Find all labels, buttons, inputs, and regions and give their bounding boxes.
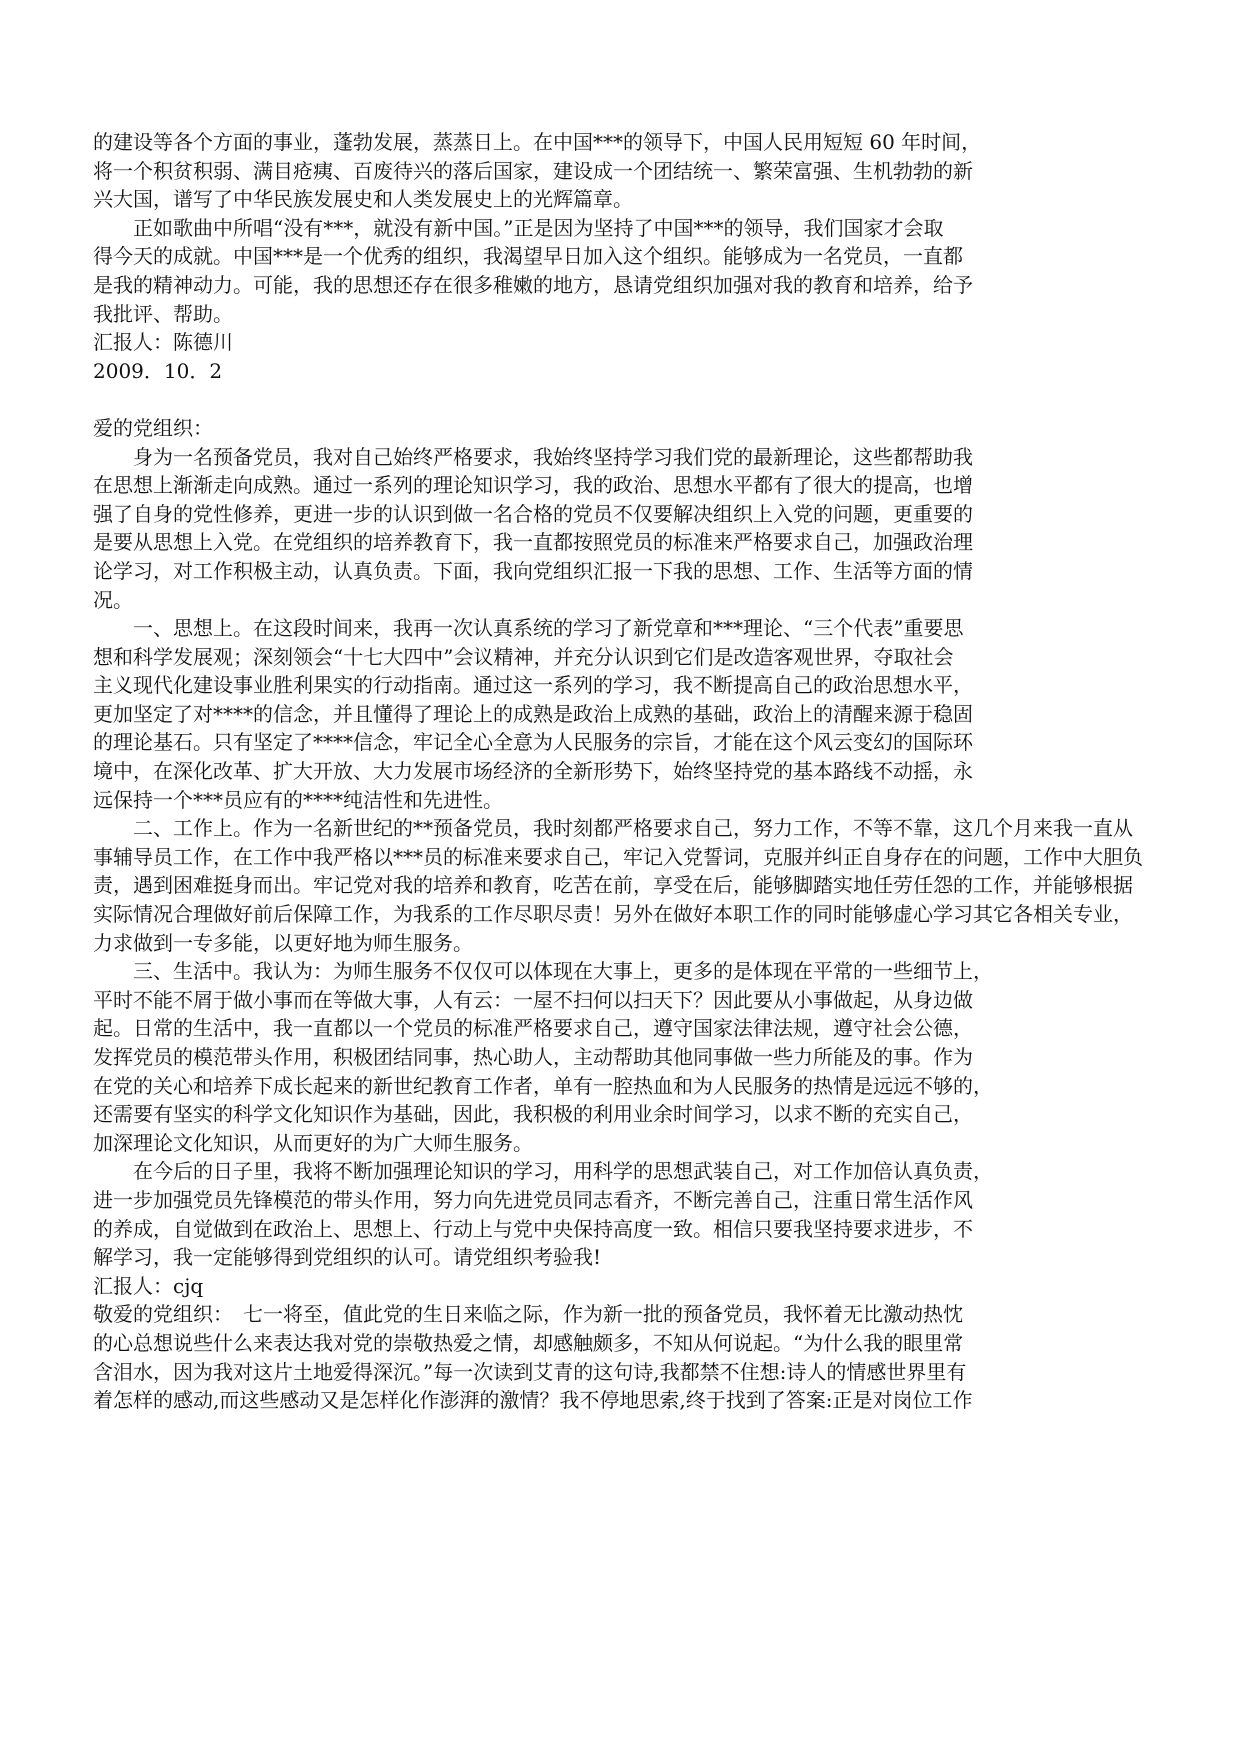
text-line: 加深理论文化知识，从而更好的为广大师生服务。 (93, 1130, 533, 1155)
blank-line (93, 385, 1233, 414)
text-line: 我批评、帮助。 (93, 301, 233, 326)
text-line: 的养成，自觉做到在政治上、思想上、行动上与党中央保持高度一致。相信只要我坚持要求进步，不 (93, 1216, 973, 1241)
text-line: 爱的党组织： (93, 415, 213, 440)
text-line: 在思想上渐渐走向成熟。通过一系列的理论知识学习，我的政治、思想水平都有了很大的提高，也增 (93, 473, 973, 498)
report-section-1 (93, 128, 1233, 385)
text-line: 的理论基石。只有坚定了****信念，牢记全心全意为人民服务的宗旨，才能在这个风云变幻的国际环 (93, 730, 973, 755)
text-line: 将一个积贫积弱、满目疮痍、百废待兴的落后国家，建设成一个团结统一、繁荣富强、生机勃勃的新 (93, 158, 973, 183)
text-line: 实际情况合理做好前后保障工作，为我系的工作尽职尽责！另外在做好本职工作的同时能够虚心学习其它各相关专业， (93, 902, 1133, 927)
text-line: 起。日常的生活中，我一直都以一个党员的标准严格要求自己，遵守国家法律法规，遵守社会公德， (93, 1016, 973, 1041)
text-line: 主义现代化建设事业胜利果实的行动指南。通过这一系列的学习，我不断提高自己的政治思想水平， (93, 673, 973, 698)
text-line: 进一步加强党员先锋模范的带头作用，努力向先进党员同志看齐，不断完善自己，注重日常生活作风 (93, 1187, 973, 1212)
text-line: 含泪水，因为我对这片土地爱得深沉。”每一次读到艾青的这句诗,我都禁不住想:诗人的情感世界里有 (93, 1359, 967, 1384)
text-line: 解学习，我一定能够得到党组织的认可。请党组织考验我! (93, 1245, 602, 1270)
text-line: 更加坚定了对****的信念，并且懂得了理论上的成熟是政治上成熟的基础，政治上的清醒来源于稳固 (93, 701, 973, 726)
text-line: 兴大国，谱写了中华民族发展史和人类发展史上的光辉篇章。 (93, 187, 633, 212)
text-line: 一、思想上。在这段时间来，我再一次认真系统的学习了新党章和***理论、“三个代表”重要思 (133, 616, 964, 641)
text-line: 身为一名预备党员，我对自己始终严格要求，我始终坚持学习我们党的最新理论，这些都帮助我 (133, 444, 973, 469)
text-line: 发挥党员的模范带头作用，积极团结同事，热心助人，主动帮助其他同事做一些力所能及的事。作为 (93, 1045, 973, 1069)
text-line: 三、生活中。我认为：为师生服务不仅仅可以体现在大事上，更多的是体现在平常的一些细节上， (133, 959, 993, 984)
text-line: 在今后的日子里，我将不断加强理论知识的学习，用科学的思想武装自己，对工作加倍认真负责， (133, 1159, 993, 1184)
text-line: 2009．10．2 (93, 358, 223, 383)
text-line: 想和科学发展观；深刻领会“十七大四中”会议精神，并充分认识到它们是改造客观世界，夺取社会 (93, 644, 954, 669)
text-line: 境中，在深化改革、扩大开放、大力发展市场经济的全新形势下，始终坚持党的基本路线不动摇，永 (93, 759, 973, 784)
text-line: 是要从思想上入党。在党组织的培养教育下，我一直都按照党员的标准来严格要求自己，加强政治理 (93, 530, 973, 555)
text-line: 敬爱的党组织： 七一将至，值此党的生日来临之际，作为新一批的预备党员，我怀着无比激动热忱 (93, 1302, 963, 1327)
text-line: 况。 (93, 587, 133, 612)
text-line: 论学习，对工作积极主动，认真负责。下面，我向党组织汇报一下我的思想、工作、生活等方面的情 (93, 558, 973, 583)
text-line: 的心总想说些什么来表达我对党的崇敬热爱之情，却感触颇多，不知从何说起。“为什么我的眼里常 (93, 1330, 964, 1355)
text-line: 二、工作上。作为一名新世纪的**预备党员，我时刻都严格要求自己，努力工作，不等不靠，这几个月来我一直从 (133, 816, 1133, 841)
text-line: 得今天的成就。中国***是一个优秀的组织，我渴望早日加入这个组织。能够成为一名党员，一直都 (93, 244, 963, 269)
text-line: 是我的精神动力。可能，我的思想还存在很多稚嫩的地方，恳请党组织加强对我的教育和培养，给予 (93, 272, 973, 297)
text-line: 正如歌曲中所唱“没有***，就没有新中国。”正是因为坚持了中国***的领导，我们国家才会取 (133, 215, 944, 240)
report-section-2 (93, 414, 1233, 1415)
text-line: 着怎样的感动,而这些感动又是怎样化作澎湃的激情？我不停地思索,终于找到了答案:正是对岗位工作 (93, 1388, 973, 1413)
text-line: 汇报人：陈德川 (93, 330, 233, 355)
text-line: 的建设等各个方面的事业，蓬勃发展，蒸蒸日上。在中国***的领导下，中国人民用短短 60 年时间， (93, 130, 982, 154)
text-line: 责，遇到困难挺身而出。牢记党对我的培养和教育，吃苦在前，享受在后，能够脚踏实地任劳任怨的工作，并能够根据 (93, 873, 1133, 898)
text-line: 在党的关心和培养下成长起来的新世纪教育工作者，单有一腔热血和为人民服务的热情是远远不够的， (93, 1073, 993, 1098)
text-line: 强了自身的党性修养，更进一步的认识到做一名合格的党员不仅要解决组织上入党的问题，更重要的 (93, 501, 973, 526)
text-line: 事辅导员工作，在工作中我严格以***员的标准来要求自己，牢记入党誓词，克服并纠正自身存在的问题，工作中大胆负 (93, 844, 1143, 869)
text-line: 平时不能不屑于做小事而在等做大事，人有云：一屋不扫何以扫天下？因此要从小事做起，从身边做 (93, 987, 973, 1012)
text-line: 力求做到一专多能，以更好地为师生服务。 (93, 930, 473, 955)
text-line: 远保持一个***员应有的****纯洁性和先进性。 (93, 787, 503, 812)
text-line: 还需要有坚实的科学文化知识作为基础，因此，我积极的利用业余时间学习，以求不断的充实自己， (93, 1102, 973, 1127)
document-body (93, 128, 1233, 1415)
text-line: 汇报人：cjq (93, 1273, 204, 1298)
